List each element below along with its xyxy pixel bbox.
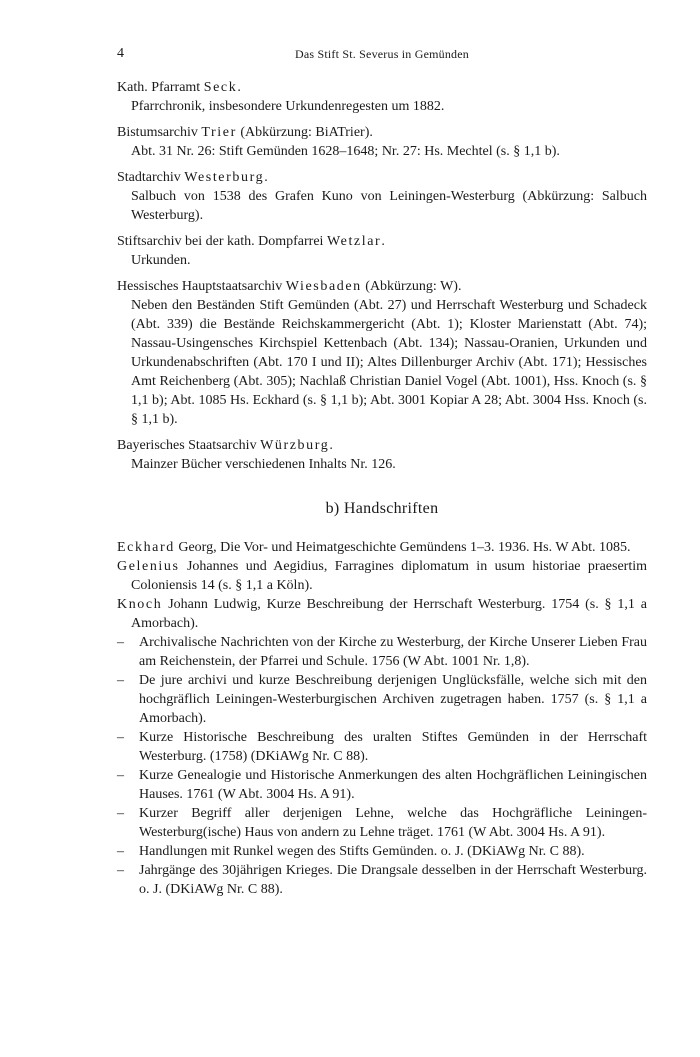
archive-entry: [117, 168, 647, 225]
manuscript-item: [117, 728, 647, 766]
manuscript-text: Johannes und Aegidius, Farragines diplomatum in usum historiae praesertim Coloniensis 14 (s. § 1,1 a Köln).: [131, 559, 647, 593]
manuscript-item: [117, 557, 647, 595]
archive-entry: [117, 232, 647, 270]
dash-marker: –: [117, 863, 124, 878]
manuscript-list: [117, 538, 647, 899]
archive-entry: [117, 436, 647, 474]
archive-entry: [117, 123, 647, 161]
archive-holdings: Salbuch von 1538 des Grafen Kuno von Leiningen-Westerburg (Abkürzung: Salbuch Westerburg).: [131, 189, 647, 223]
archive-place: Wiesbaden: [285, 279, 362, 294]
dash-marker: –: [117, 730, 124, 745]
archive-holdings: Mainzer Bücher verschiedenen Inhalts Nr. 126.: [131, 457, 396, 472]
archive-name-suffix: .: [264, 170, 268, 185]
archive-name-prefix: Bistumsarchiv: [117, 125, 202, 140]
manuscript-text: Kurze Historische Beschreibung des uralten Stiftes Gemünden in der Herrschaft Westerburg. (1758) (DKiAWg Nr. C 88).: [139, 730, 647, 764]
archive-entry: [117, 277, 647, 429]
archive-heading: [117, 78, 647, 97]
dash-marker: –: [117, 635, 124, 650]
running-title: Das Stift St. Severus in Gemünden: [295, 47, 469, 61]
archive-list: [117, 78, 647, 481]
archive-place: Wetzlar: [326, 234, 382, 249]
manuscript-item: [117, 595, 647, 633]
dash-marker: –: [117, 768, 124, 783]
section-heading: b) Handschriften: [325, 500, 439, 517]
dash-marker: –: [117, 673, 124, 688]
archive-place: Westerburg: [184, 170, 265, 185]
archive-place: Trier: [201, 125, 237, 140]
archive-heading: [117, 123, 647, 142]
manuscript-item: [117, 766, 647, 804]
manuscript-text: Jahrgänge des 30jährigen Krieges. Die Drangsale desselben in der Herrschaft Westerburg. o. J. (DKiAWg Nr. C 88).: [139, 863, 647, 897]
archive-name-suffix: .: [237, 80, 241, 95]
archive-heading: [117, 436, 647, 455]
archive-place: Würzburg: [260, 438, 330, 453]
archive-holdings: Abt. 31 Nr. 26: Stift Gemünden 1628–1648; Nr. 27: Hs. Mechtel (s. § 1,1 b).: [131, 144, 560, 159]
archive-name-prefix: Bayerisches Staatsarchiv: [117, 438, 261, 453]
manuscript-author: Gelenius: [117, 559, 180, 574]
archive-heading: [117, 168, 647, 187]
manuscript-item: [117, 633, 647, 671]
manuscript-author: Eckhard: [117, 540, 175, 555]
archive-name-prefix: Stiftsarchiv bei der kath. Dompfarrei: [117, 234, 327, 249]
archive-name-prefix: Hessisches Hauptstaatsarchiv: [117, 279, 286, 294]
archive-heading: [117, 232, 647, 251]
archive-entry: [117, 78, 647, 116]
manuscript-text: Kurzer Begriff aller derjenigen Lehne, welche das Hochgräfliche Leiningen-Westerburg(ische) Haus von andern zu Lehne träget. 1761 (W Abt. 3004 Hs. A 91).: [139, 806, 647, 840]
archive-place: Seck: [203, 80, 238, 95]
archive-name-suffix: .: [329, 438, 333, 453]
archive-name-suffix: (Abkürzung: BiATrier).: [236, 125, 373, 140]
manuscript-text: Handlungen mit Runkel wegen des Stifts Gemünden. o. J. (DKiAWg Nr. C 88).: [139, 844, 585, 859]
archive-holdings: Neben den Beständen Stift Gemünden (Abt. 27) und Herrschaft Westerburg und Schadeck (Abt. 339) die Bestände Reichskammergericht (Abt. 1); Kloster Marienstatt (Abt. 74); Nassau-Usingensches Kirchspiel Kettenbach (Abt. 134); Nassau-Oranien, Urkunden und Urkundenabschriften (Abt. 170 I und II); Altes Dillenburger Archiv (Abt. 171); Hessisches Amt Reichenberg (Abt. 305); Nachlaß Christian Daniel Vogel (Abt. 1001), Hss. Knoch (s. § 1,1 b); Abt. 1085 Hs. Eckhard (s. § 1,1 b); Abt. 3001 Kopiar A 28; Abt. 3004 Hss. Knoch (s. § 1,1 b).: [131, 298, 647, 427]
manuscript-text: Kurze Genealogie und Historische Anmerkungen des alten Hochgräflichen Leiningischen Hauses. 1761 (W Abt. 3004 Hs. A 91).: [139, 768, 647, 802]
archive-holdings: Urkunden.: [131, 253, 191, 268]
manuscript-item: [117, 842, 647, 861]
manuscript-item: [117, 538, 647, 557]
page-header: [117, 44, 647, 64]
manuscript-author: Knoch: [117, 597, 163, 612]
dash-marker: –: [117, 844, 124, 859]
manuscript-text: Archivalische Nachrichten von der Kirche zu Westerburg, der Kirche Unserer Lieben Frau am Reichenstein, der Pfarrei und Schule. 1756 (W Abt. 1001 Nr. 1,8).: [139, 635, 647, 669]
manuscript-text: Georg, Die Vor- und Heimatgeschichte Gemündens 1–3. 1936. Hs. W Abt. 1085.: [174, 540, 631, 555]
page-number: 4: [117, 46, 124, 61]
manuscript-item: [117, 861, 647, 899]
archive-name-prefix: Stadtarchiv: [117, 170, 185, 185]
manuscript-text: Johann Ludwig, Kurze Beschreibung der Herrschaft Westerburg. 1754 (s. § 1,1 a Amorbach).: [131, 597, 647, 631]
manuscript-item: [117, 671, 647, 728]
archive-name-suffix: (Abkürzung: W).: [361, 279, 462, 294]
archive-heading: [117, 277, 647, 296]
archive-name-suffix: .: [381, 234, 385, 249]
dash-marker: –: [117, 806, 124, 821]
manuscript-text: De jure archivi und kurze Beschreibung derjenigen Unglücksfälle, welche sich mit den hochgräflich Leiningen-Westerburgischen Archiven zugetragen haben. 1757 (s. § 1,1 a Amorbach).: [139, 673, 647, 726]
archive-name-prefix: Kath. Pfarramt: [117, 80, 204, 95]
manuscript-item: [117, 804, 647, 842]
archive-holdings: Pfarrchronik, insbesondere Urkundenregesten um 1882.: [131, 99, 445, 114]
